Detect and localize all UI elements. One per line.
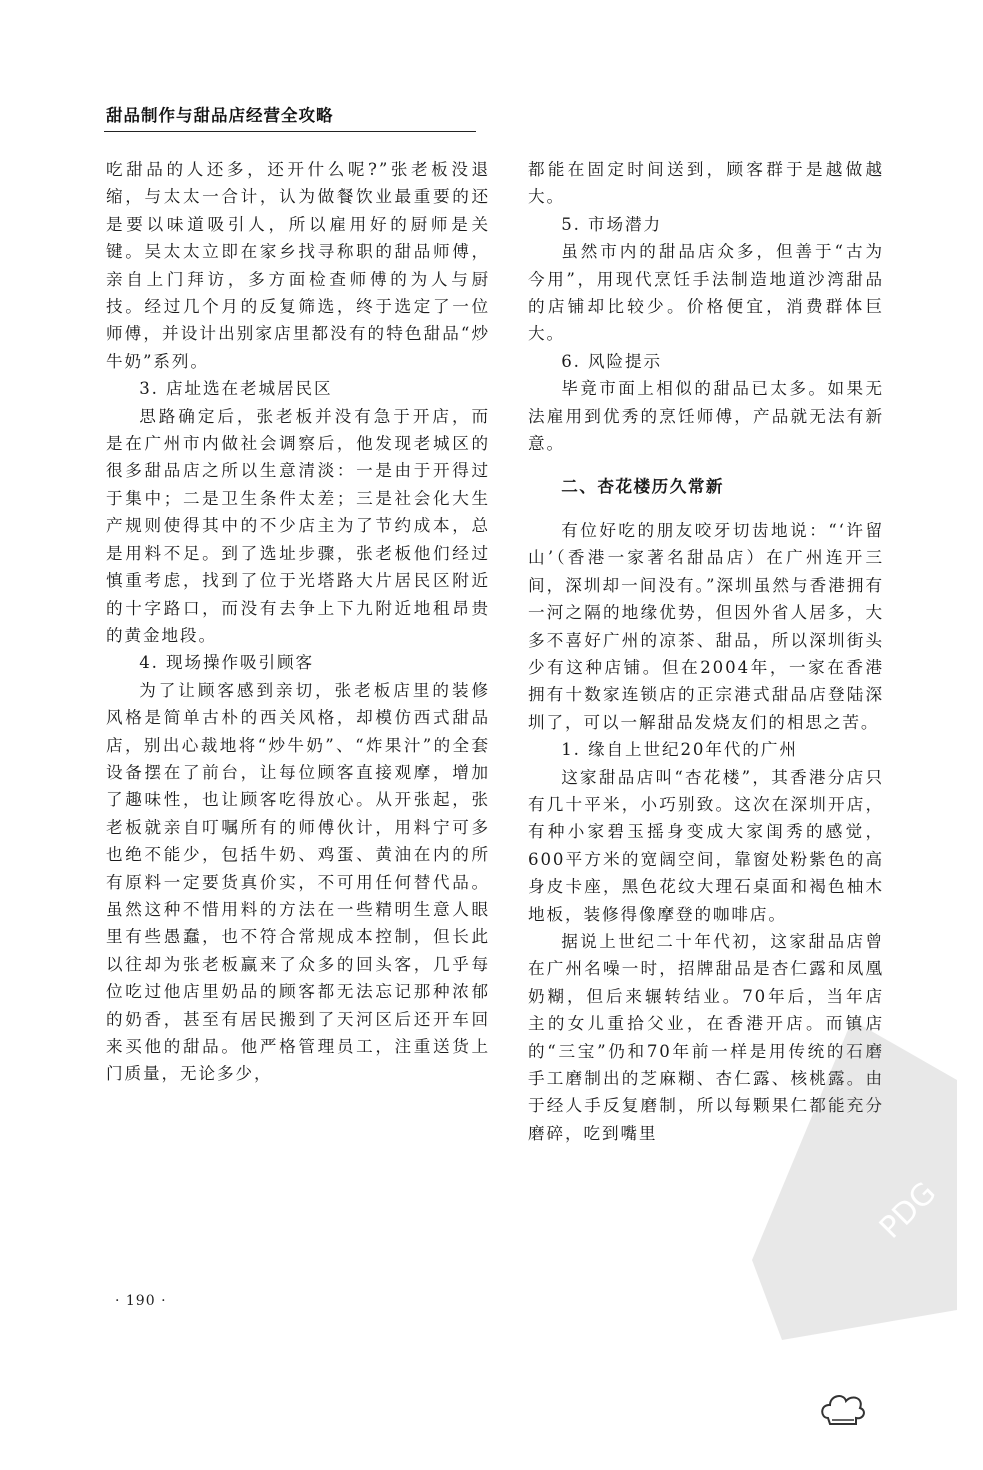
header-rule: [104, 131, 476, 132]
paragraph: 据说上世纪二十年代初，这家甜品店曾在广州名噪一时，招牌甜品是杏仁露和凤凰奶糊，但后来辗转结业。70年后，当年店主的女儿重拾父业，在香港开店。而镇店的“三宝”仍和70年前一样是用传统的石磨手工磨制出的芝麻糊、杏仁露、核桃露。由于经人手反复磨制，所以每颗果仁都能充分磨碎，吃到嘴里: [528, 931, 884, 1143]
paragraph: 毕竟市面上相似的甜品已太多。如果无法雇用到优秀的烹饪师傅，产品就无法有新意。: [528, 379, 884, 454]
section-heading: 二、杏花楼历久常新: [561, 477, 725, 497]
paragraph: 有位好吃的朋友咬牙切齿地说：“‘许留山’（香港一家著名甜品店）在广州连开三间，深圳却一间没有。”深圳虽然与香港拥有一河之隔的地缘优势，但因外省人居多，大多不喜好广州的凉茶、甜品，所以深圳街头少有这种店铺。但在2004年，一家在香港拥有十数家连锁店的正宗港式甜品店登陆深圳了，可以一解甜品发烧友们的相思之苦。: [528, 520, 884, 732]
chef-hat-icon: [818, 1390, 868, 1430]
paragraph: 这家甜品店叫“杏花楼”，其香港分店只有几十平米，小巧别致。这次在深圳开店，有种小家碧玉摇身变成大家闺秀的感觉，600平方米的宽阔空间，靠窗处粉紫色的高身皮卡座，黑色花纹大理石桌面和褐色柚木地板，装修得像摩登的咖啡店。: [528, 767, 884, 924]
page-number: · 190 ·: [115, 1293, 167, 1309]
paragraph: 虽然市内的甜品店众多，但善于“古为今用”，用现代烹饪手法制造地道沙湾甜品的店铺却比较少。价格便宜，消费群体巨大。: [528, 242, 884, 344]
watermark-icon: [742, 1010, 972, 1350]
subsection-heading: 5. 市场潜力: [561, 214, 662, 234]
paragraph: 都能在固定时间送到，顾客群于是越做越大。: [528, 160, 884, 207]
subsection-heading: 1. 缘自上世纪20年代的广州: [561, 740, 798, 760]
right-column: [528, 156, 884, 1147]
paragraph: 吃甜品的人还多，还开什么呢?”张老板没退缩，与太太一合计，认为做餐饮业最重要的还是要以味道吸引人，所以雇用好的厨师是关键。吴太太立即在家乡找寻称职的甜品师傅，亲自上门拜访，多方面检查师傅的为人与厨技。经过几个月的反复筛选，终于选定了一位师傅，并设计出别家店里都没有的特色甜品“炒牛奶”系列。: [106, 160, 490, 371]
subsection-heading: 6. 风险提示: [561, 351, 662, 371]
subsection-heading: 3. 店址选在老城居民区: [139, 379, 333, 399]
subsection-heading: 4. 现场操作吸引顾客: [139, 653, 314, 673]
running-head-title: 甜品制作与甜品店经营全攻略: [106, 106, 334, 125]
watermark-text: PDG: [872, 1175, 944, 1246]
paragraph: 思路确定后，张老板并没有急于开店，而是在广州市内做社会调察后，他发现老城区的很多甜品店之所以生意清淡：一是由于开得过于集中；二是卫生条件太差；三是社会化大生产规则使得其中的不少店主为了节约成本，总是用料不足。到了选址步骤，张老板他们经过慎重考虑，找到了位于光塔路大片居民区附近的十字路口，而没有去争上下九附近地租昂贵的黄金地段。: [106, 406, 490, 645]
paragraph: 为了让顾客感到亲切，张老板店里的装修风格是简单古朴的西关风格，却模仿西式甜品店，别出心裁地将“炒牛奶”、“炸果汁”的全套设备摆在了前台，让每位顾客直接观摩，增加了趣味性，也让顾客吃得放心。从开张起，张老板就亲自叮嘱所有的师傅伙计，用料宁可多也绝不能少，包括牛奶、鸡蛋、黄油在内的所有原料一定要货真价实，不可用任何替代品。虽然这种不惜用料的方法在一些精明生意人眼里有些愚蠢，也不符合常规成本控制，但长此以往却为张老板赢来了众多的回头客，几乎每位吃过他店里奶品的顾客都无法忘记那种浓郁的奶香，甚至有居民搬到了天河区后还开车回来买他的甜品。他严格管理员工，注重送货上门质量，无论多少，: [106, 680, 490, 1084]
left-column: [106, 156, 490, 1088]
